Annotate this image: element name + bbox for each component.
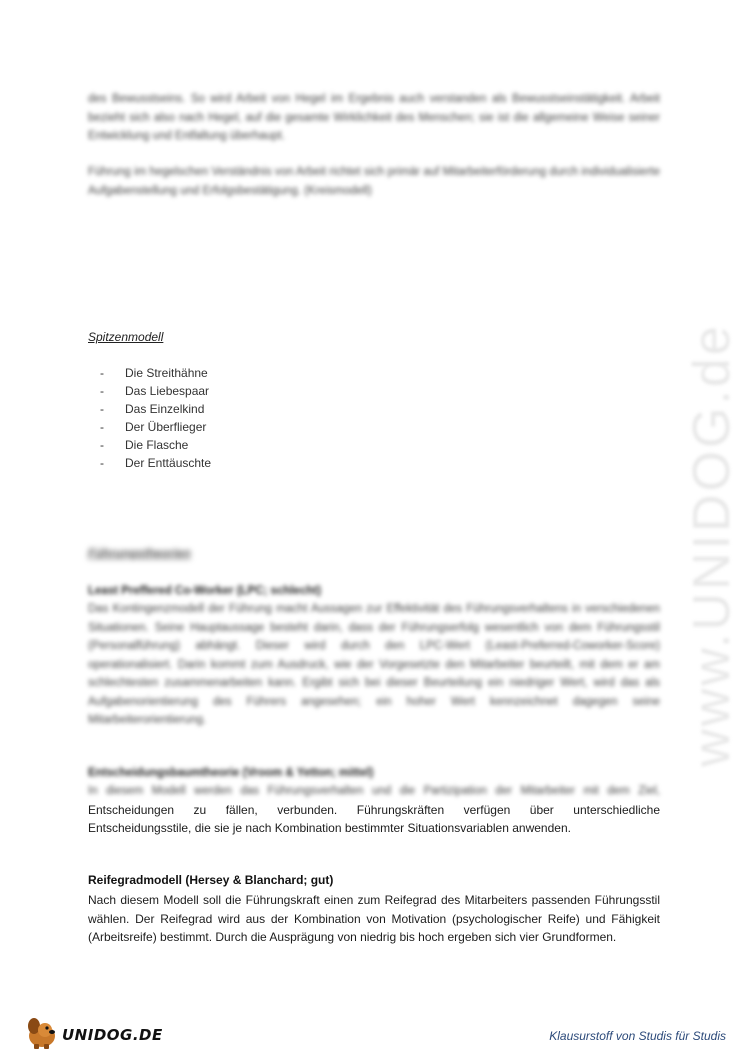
list-bullet: - xyxy=(100,384,104,398)
fuehrungstheorien-heading: Führungstheorien xyxy=(88,546,191,560)
list-bullet: - xyxy=(100,366,104,380)
unidog-logo xyxy=(22,1014,172,1050)
dog-icon xyxy=(22,1014,62,1050)
entscheidung-paragraph xyxy=(88,782,660,838)
entscheidung-line-1: In diesem Modell werden das Führungsverhalten und die Partizipation der Mitarbeiter mit dem Ziel, xyxy=(88,785,660,797)
list-item-label: Das Liebespaar xyxy=(125,384,210,398)
list-item-label: Die Streithähne xyxy=(125,366,208,380)
entscheidung-title: Entscheidungsbaumtheorie (Vroom & Yetton; mittel) xyxy=(88,767,374,779)
list-bullet: - xyxy=(100,456,104,470)
entscheidung-line-2: Entscheidungen zu fällen, verbunden. Führungskräften verfügen über unterschiedliche xyxy=(88,802,660,817)
lpc-paragraph: Das Kontingenzmodell der Führung macht Aussagen zur Effektivität des Führungsverhaltens in verschiedenen Situationen. Seine Hauptaussage besteht darin, dass der Führungserfolg wesentlich von dem Führungsstil (Personalführung) abhängt. Dieser wird durch den LPC-Wert (Least-Preferred-Coworker-Score) operationalisiert. Darin kommt zum Ausdruck, wie der Vorgesetzte den Mitarbeiter beurteilt, mit dem er am schlechtesten zusammenarbeiten kann. Ergibt sich bei dieser Beurteilung ein niedriger Wert, wird das als Aufgabenorientierung des Führers angesehen; ein hoher Wert kennzeichnet dagegen seine Mitarbeiterorientierung. xyxy=(88,603,660,726)
list-item xyxy=(100,418,211,436)
list-item xyxy=(100,454,211,472)
intro-paragraph-1: des Bewusstseins. So wird Arbeit von Hegel im Ergebnis auch verstanden als Bewusstseinstätigkeit. Arbeit bezieht sich also nach Hegel, auf die gesamte Wirklichkeit des Menschen; sie ist die allgemeine Weise seiner Entwicklung und Entfaltung überhaupt. xyxy=(88,93,660,142)
entscheidung-line-3: Entscheidungsstile, die sie je nach Kombination bestimmter Situationsvariablen anwenden. xyxy=(88,821,571,835)
list-item xyxy=(100,364,211,382)
list-item-label: Das Einzelkind xyxy=(125,402,205,416)
list-item xyxy=(100,400,211,418)
footer-tagline: Klausurstoff von Studis für Studis xyxy=(549,1029,726,1043)
watermark: www.UNIDOG.de xyxy=(683,323,741,767)
list-item-label: Der Enttäuschte xyxy=(125,456,212,470)
spitzenmodell-heading: Spitzenmodell xyxy=(88,330,164,344)
list-item xyxy=(100,436,211,454)
list-item-label: Der Überflieger xyxy=(125,420,207,434)
reifegrad-title: Reifegradmodell (Hersey & Blanchard; gut) xyxy=(88,873,334,887)
logo-text: UNIDOG.DE xyxy=(62,1026,163,1044)
list-bullet: - xyxy=(100,402,104,416)
reifegrad-paragraph: Nach diesem Modell soll die Führungskraft einen zum Reifegrad des Mitarbeiters passenden Führungsstil wählen. Der Reifegrad wird aus der Kombination von Motivation (psychologischer Reife) und Fähigkeit (Arbeitsreife) bestimmt. Durch die Ausprägung von niedrig bis hoch ergeben sich vier Grundformen. xyxy=(88,893,660,944)
spitzenmodell-list xyxy=(100,364,211,472)
lpc-title: Least Preffered Co-Worker (LPC; schlecht) xyxy=(88,585,322,597)
list-item xyxy=(100,382,211,400)
list-item-label: Die Flasche xyxy=(125,438,189,452)
list-bullet: - xyxy=(100,438,104,452)
list-bullet: - xyxy=(100,420,104,434)
intro-paragraph-2: Führung im hegelschen Verständnis von Arbeit richtet sich primär auf Mitarbeiterförderung durch individualisierte Aufgabenstellung und Erfolgsbestätigung. (Kreismodell) xyxy=(88,166,660,197)
